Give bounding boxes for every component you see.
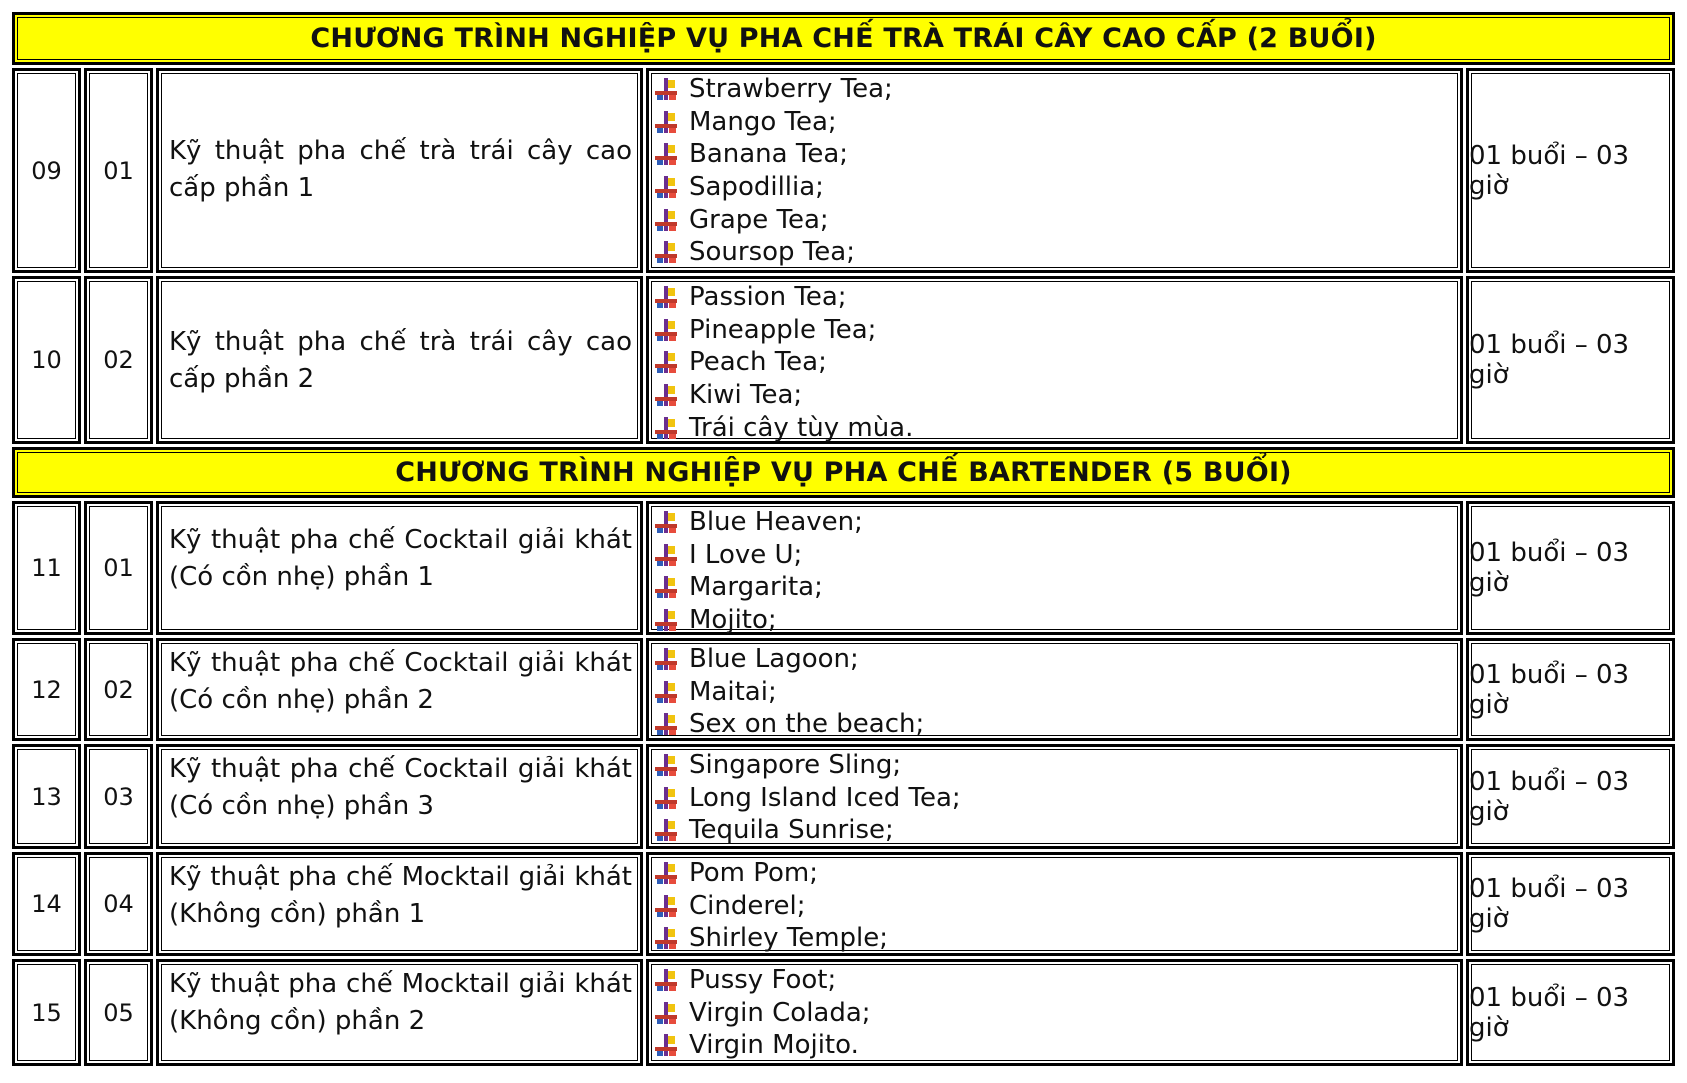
list-item: Long Island Iced Tea; <box>655 782 1460 815</box>
list-item: Passion Tea; <box>655 281 1460 314</box>
list-item: Kiwi Tea; <box>655 379 1460 412</box>
session-number: 01 <box>84 68 153 273</box>
arrow-cross-bullet-icon <box>655 544 677 566</box>
lesson-name: Kỹ thuật pha chế Mocktail giải khát (Không cồn) phần 1 <box>156 852 643 956</box>
section-title: CHƯƠNG TRÌNH NGHIỆP VỤ PHA CHẾ BARTENDER (5 BUỔI) <box>395 457 1292 488</box>
drink-list <box>646 638 1463 741</box>
list-item: Tequila Sunrise; <box>655 814 1460 847</box>
row-number: 15 <box>12 959 81 1066</box>
row-number: 11 <box>12 501 81 635</box>
arrow-cross-bullet-icon <box>655 609 677 631</box>
duration: 01 buổi – 03 giờ <box>1466 501 1675 635</box>
arrow-cross-bullet-icon <box>655 754 677 776</box>
row-number: 12 <box>12 638 81 741</box>
lesson-name: Kỹ thuật pha chế trà trái cây cao cấp phần 1 <box>156 68 643 273</box>
list-item: Soursop Tea; <box>655 236 1460 269</box>
list-item: Virgin Mojito. <box>655 1029 1460 1062</box>
arrow-cross-bullet-icon <box>655 681 677 703</box>
list-item: Cinderel; <box>655 890 1460 923</box>
list-item: Mango Tea; <box>655 106 1460 139</box>
section-title: CHƯƠNG TRÌNH NGHIỆP VỤ PHA CHẾ TRÀ TRÁI CÂY CAO CẤP (2 BUỔI) <box>310 23 1377 54</box>
list-item: Grape Tea; <box>655 203 1460 236</box>
arrow-cross-bullet-icon <box>655 319 677 341</box>
table-row <box>12 501 1675 635</box>
list-item: Shirley Temple; <box>655 922 1460 955</box>
arrow-cross-bullet-icon <box>655 1002 677 1024</box>
arrow-cross-bullet-icon <box>655 1034 677 1056</box>
lesson-name: Kỹ thuật pha chế trà trái cây cao cấp phần 2 <box>156 276 643 444</box>
list-item: Maitai; <box>655 676 1460 709</box>
list-item: Margarita; <box>655 571 1460 604</box>
lesson-name: Kỹ thuật pha chế Cocktail giải khát (Có cồn nhẹ) phần 2 <box>156 638 643 741</box>
list-item: Blue Heaven; <box>655 506 1460 539</box>
arrow-cross-bullet-icon <box>655 209 677 231</box>
list-item: Strawberry Tea; <box>655 73 1460 106</box>
table-row <box>12 638 1675 741</box>
duration: 01 buổi – 03 giờ <box>1466 638 1675 741</box>
section-header <box>12 447 1675 498</box>
drink-list <box>646 276 1463 444</box>
duration: 01 buổi – 03 giờ <box>1466 959 1675 1066</box>
section-header <box>12 12 1675 65</box>
arrow-cross-bullet-icon <box>655 576 677 598</box>
arrow-cross-bullet-icon <box>655 787 677 809</box>
arrow-cross-bullet-icon <box>655 241 677 263</box>
arrow-cross-bullet-icon <box>655 927 677 949</box>
arrow-cross-bullet-icon <box>655 351 677 373</box>
row-number: 13 <box>12 744 81 849</box>
row-number: 10 <box>12 276 81 444</box>
list-item: Sapodillia; <box>655 171 1460 204</box>
list-item: Sex on the beach; <box>655 708 1460 741</box>
list-item: Banana Tea; <box>655 138 1460 171</box>
drink-list <box>646 501 1463 635</box>
session-number: 05 <box>84 959 153 1066</box>
arrow-cross-bullet-icon <box>655 143 677 165</box>
table-row <box>12 852 1675 956</box>
table-row <box>12 68 1675 273</box>
list-item: Pussy Foot; <box>655 964 1460 997</box>
arrow-cross-bullet-icon <box>655 895 677 917</box>
arrow-cross-bullet-icon <box>655 176 677 198</box>
row-number: 09 <box>12 68 81 273</box>
list-item: Trái cây tùy mùa. <box>655 411 1460 444</box>
drink-list <box>646 744 1463 849</box>
list-item: Pineapple Tea; <box>655 314 1460 347</box>
drink-list <box>646 68 1463 273</box>
duration: 01 buổi – 03 giờ <box>1466 852 1675 956</box>
arrow-cross-bullet-icon <box>655 78 677 100</box>
duration: 01 buổi – 03 giờ <box>1466 744 1675 849</box>
list-item: Mojito; <box>655 604 1460 637</box>
table-row <box>12 744 1675 849</box>
session-number: 04 <box>84 852 153 956</box>
duration: 01 buổi – 03 giờ <box>1466 276 1675 444</box>
list-item: Singapore Sling; <box>655 749 1460 782</box>
lesson-name: Kỹ thuật pha chế Cocktail giải khát (Có cồn nhẹ) phần 1 <box>156 501 643 635</box>
list-item: I Love U; <box>655 539 1460 572</box>
row-number: 14 <box>12 852 81 956</box>
session-number: 01 <box>84 501 153 635</box>
list-item: Virgin Colada; <box>655 997 1460 1030</box>
arrow-cross-bullet-icon <box>655 286 677 308</box>
list-item: Blue Lagoon; <box>655 643 1460 676</box>
list-item: Peach Tea; <box>655 346 1460 379</box>
duration: 01 buổi – 03 giờ <box>1466 68 1675 273</box>
arrow-cross-bullet-icon <box>655 713 677 735</box>
table-row <box>12 959 1675 1066</box>
arrow-cross-bullet-icon <box>655 511 677 533</box>
lesson-name: Kỹ thuật pha chế Cocktail giải khát (Có cồn nhẹ) phần 3 <box>156 744 643 849</box>
arrow-cross-bullet-icon <box>655 969 677 991</box>
session-number: 02 <box>84 638 153 741</box>
list-item: Pom Pom; <box>655 857 1460 890</box>
table-row <box>12 276 1675 444</box>
arrow-cross-bullet-icon <box>655 111 677 133</box>
arrow-cross-bullet-icon <box>655 417 677 439</box>
arrow-cross-bullet-icon <box>655 862 677 884</box>
session-number: 02 <box>84 276 153 444</box>
drink-list <box>646 852 1463 956</box>
arrow-cross-bullet-icon <box>655 384 677 406</box>
lesson-name: Kỹ thuật pha chế Mocktail giải khát (Không cồn) phần 2 <box>156 959 643 1066</box>
session-number: 03 <box>84 744 153 849</box>
drink-list <box>646 959 1463 1066</box>
arrow-cross-bullet-icon <box>655 819 677 841</box>
arrow-cross-bullet-icon <box>655 648 677 670</box>
